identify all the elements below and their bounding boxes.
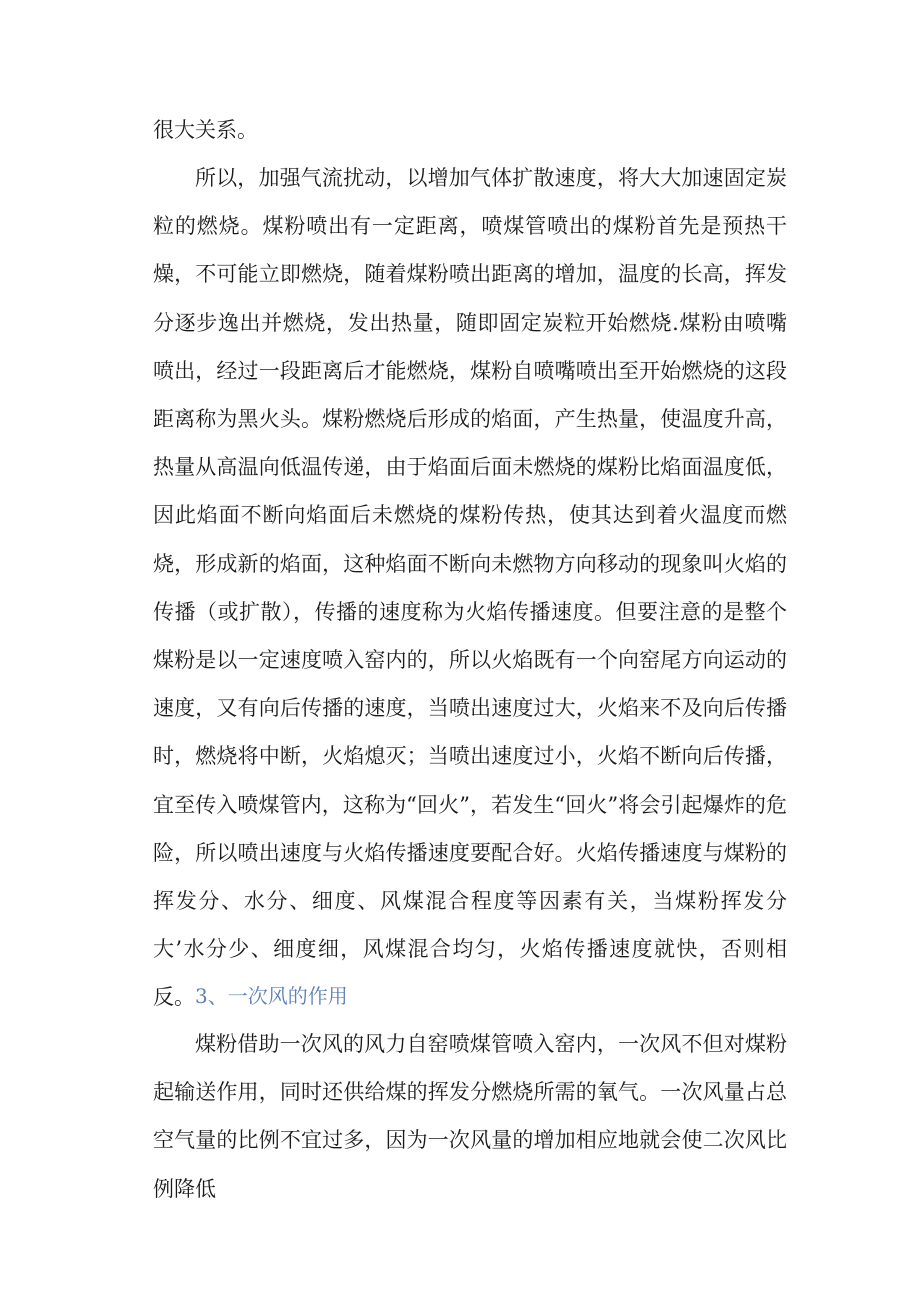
paragraph-flame-propagation: 所以，加强气流扰动，以增加气体扩散速度，将大大加速固定炭粒的燃烧。煤粉喷出有一定距离，喷煤管喷出的煤粉首先是预热干燥，不可能立即燃烧，随着煤粉喷出距离的增加，温度的长高，挥发分逐步逸出并燃烧，发出热量，随即固定炭粒开始燃烧.煤粉由喷嘴喷出，经过一段距离后才能燃烧，煤粉自喷嘴喷出至开始燃烧的这段距离称为黑火头。煤粉燃烧后形成的焰面，产生热量，使温度升高，热量从高温向低温传递，由于焰面后面未燃烧的煤粉比焰面温度低，因此焰面不断向焰面后未燃烧的煤粉传热，使其达到着火温度而燃烧，形成新的焰面，这种焰面不断向未燃物方向移动的现象叫火焰的传播（或扩散），传播的速度称为火焰传播速度。但要注意的是整个煤粉是以一定速度喷入窑内的，所以火焰既有一个向窑尾方向运动的速度，又有向后传播的速度，当喷出速度过大，火焰来不及向后传播时，燃烧将中断，火焰熄灭；当喷出速度过小，火焰不断向后传播，宜至传入喷煤管内，这称为“回火”，若发生“回火”将会引起爆炸的危险，所以喷出速度与火焰传播速度要配合好。火焰传播速度与煤粉的挥发分、水分、细度、风煤混合程度等因素有关，当煤粉挥发分大’水分少、细度细，风煤混合均匀，火焰传播速度就快，否则相反。	[153, 166, 787, 1010]
continuation-paragraph: 很大关系。	[153, 118, 258, 142]
paragraph-primary-air: 煤粉借助一次风的风力自窑喷煤管喷入窑内，一次风不但对煤粉起输送作用，同时还供给煤的挥发分燃烧所需的氧气。一次风量占总空气量的比例不宜过多，因为一次风量的增加相应地就会使二次风比例降低	[153, 1032, 787, 1201]
section-heading-primary-air: 3、一次风的作用	[195, 984, 348, 1008]
